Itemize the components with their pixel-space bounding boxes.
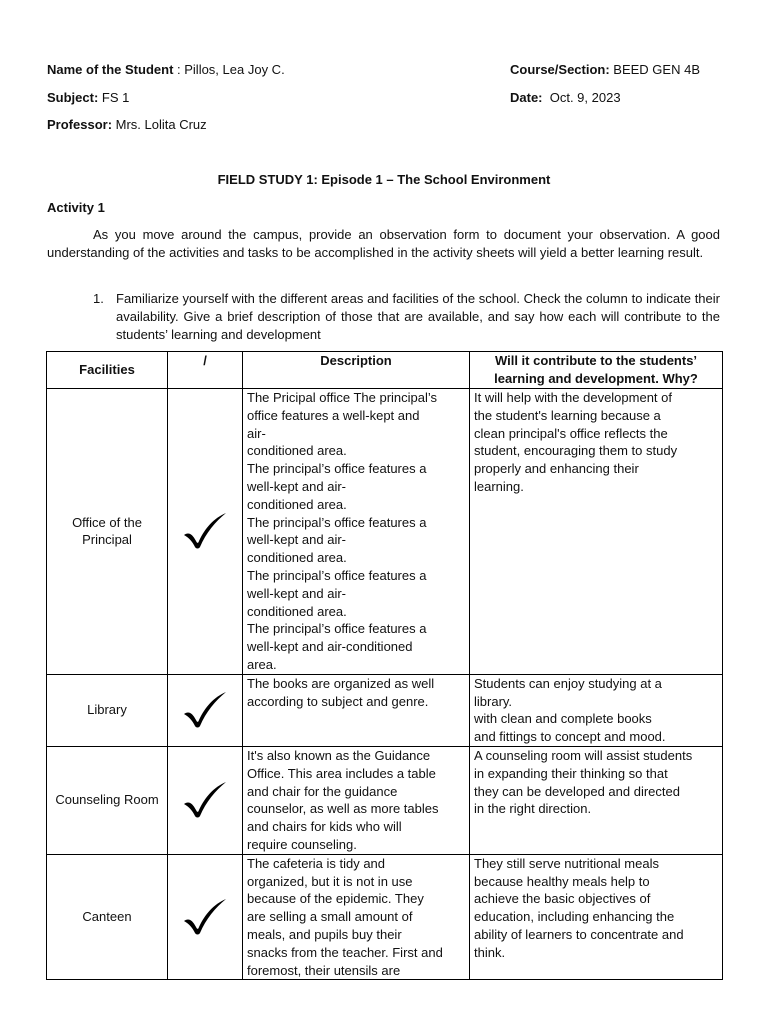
contribution-line: and fittings to concept and mood. [474,729,666,745]
course-section-value: BEED GEN 4B [609,62,700,77]
contribution-line: They still serve nutritional meals [474,855,659,871]
student-name-label: Name of the Student [47,62,174,77]
description-line: conditioned area. [247,496,347,512]
description-line: well-kept and air- [247,478,346,494]
intro-paragraph: As you move around the campus, provide an observation form to document your observation. A good understanding of the activities and tasks to be accomplished in the activity sheets will yield a better learning result. [47,227,720,260]
description-line: area. [247,656,277,672]
description-line: The principal’s office features a [247,621,427,637]
description-line: foremost, their utensils are [247,962,401,978]
activity-heading: Activity 1 [47,200,105,215]
description-line: The principal’s office features a [247,567,427,583]
contribution-line: education, including enhancing the [474,909,675,925]
check-header: / [168,352,243,389]
description-line: conditioned area. [247,603,347,619]
contribution-line: ability of learners to concentrate and [474,926,684,942]
description-line: The cafeteria is tidy and [247,855,386,871]
description-line: The books are organized as well [247,675,435,691]
contribution-line: in the right direction. [474,801,592,817]
table-row [47,746,723,854]
facility-contribution [470,389,723,675]
description-line: conditioned area. [247,443,347,459]
availability-cell [168,746,243,854]
facilities-table [46,351,723,980]
date-label: Date: [510,90,543,105]
description-line: It's also known as the Guidance [247,747,431,763]
contribution-line: It will help with the development of [474,390,672,405]
facility-description [243,389,470,675]
facility-description [243,674,470,746]
subject-label: Subject: [47,90,99,105]
check-mark-icon [181,690,229,730]
description-line: Office. This area includes a table [247,765,436,781]
contribution-line: clean principal's office reflects the [474,425,668,441]
description-line: The principal’s office features a [247,461,427,477]
table-row [47,674,723,746]
date-line [510,89,621,107]
contribution-line: library. [474,693,513,709]
contribution-line: because healthy meals help to [474,873,650,889]
availability-cell [168,674,243,746]
contribution-line: Students can enjoy studying at a [474,675,662,691]
contribution-line: the student's learning because a [474,407,661,423]
contribution-line: student, encouraging them to study [474,443,678,459]
description-line: and chairs for kids who will [247,819,402,835]
description-line: require counseling. [247,836,357,852]
description-header: Description [243,352,470,389]
facilities-header: Facilities [47,352,168,389]
description-line: well-kept and air- [247,532,346,548]
contribution-line: they can be developed and directed [474,783,680,799]
check-mark-icon [181,780,229,820]
course-section-line [510,61,700,79]
contribution-line: properly and enhancing their [474,461,639,477]
table-header-row [47,352,723,389]
facility-name-counseling-room: Counseling Room [47,746,168,854]
professor-line [47,116,207,134]
facility-description [243,746,470,854]
instruction-text: Familiarize yourself with the different areas and facilities of the school. Check the column to indicate their availability. Give a brief description of those that are available, and say how each will contribute to the students’ learning and development [116,291,720,342]
facility-contribution [470,854,723,980]
description-line: air- [247,425,266,441]
facility-name-canteen: Canteen [47,854,168,980]
student-name-value: : Pillos, Lea Joy C. [173,62,285,77]
description-line: well-kept and air- [247,585,346,601]
date-value: Oct. 9, 2023 [542,90,621,105]
facility-name-office-of-the-principal: Office of the Principal [47,389,168,675]
contribution-line: learning. [474,478,524,494]
subject-value: FS 1 [98,90,130,105]
description-line: and chair for the guidance [247,783,398,799]
description-line: organized, but it is not in use [247,873,413,889]
description-line: snacks from the teacher. First and [247,944,443,960]
facility-name-library: Library [47,674,168,746]
check-mark-icon [181,511,229,551]
description-line: meals, and pupils buy their [247,926,402,942]
student-name-line [47,61,285,79]
description-line: office features a well-kept and [247,407,420,423]
description-line: according to subject and genre. [247,693,429,709]
contribution-line: achieve the basic objectives of [474,891,651,907]
availability-cell [168,854,243,980]
professor-value: Mrs. Lolita Cruz [112,117,207,132]
description-line: conditioned area. [247,550,347,566]
description-line: counselor, as well as more tables [247,801,439,817]
facility-description [243,854,470,980]
description-line: The principal’s office features a [247,514,427,530]
description-line: are selling a small amount of [247,909,413,925]
availability-cell [168,389,243,675]
description-line: well-kept and air-conditioned [247,639,413,655]
contribution-line: think. [474,944,506,960]
description-line: The Pricipal office The principal’s [247,390,438,405]
facility-contribution [470,746,723,854]
facility-contribution [470,674,723,746]
instruction-item [93,290,720,343]
course-section-label: Course/Section: [510,62,610,77]
instruction-number: 1. [93,291,104,306]
document-title: FIELD STUDY 1: Episode 1 – The School Environment [217,172,551,187]
contribution-line: A counseling room will assist students [474,747,693,763]
description-line: because of the epidemic. They [247,891,424,907]
contribution-line: in expanding their thinking so that [474,765,668,781]
table-row [47,854,723,980]
check-mark-icon [181,897,229,937]
contribute-header: Will it contribute to the students’ learning and development. Why? [470,352,723,389]
subject-line [47,89,129,107]
professor-label: Professor: [47,117,113,132]
table-row [47,389,723,675]
contribution-line: with clean and complete books [474,711,652,727]
